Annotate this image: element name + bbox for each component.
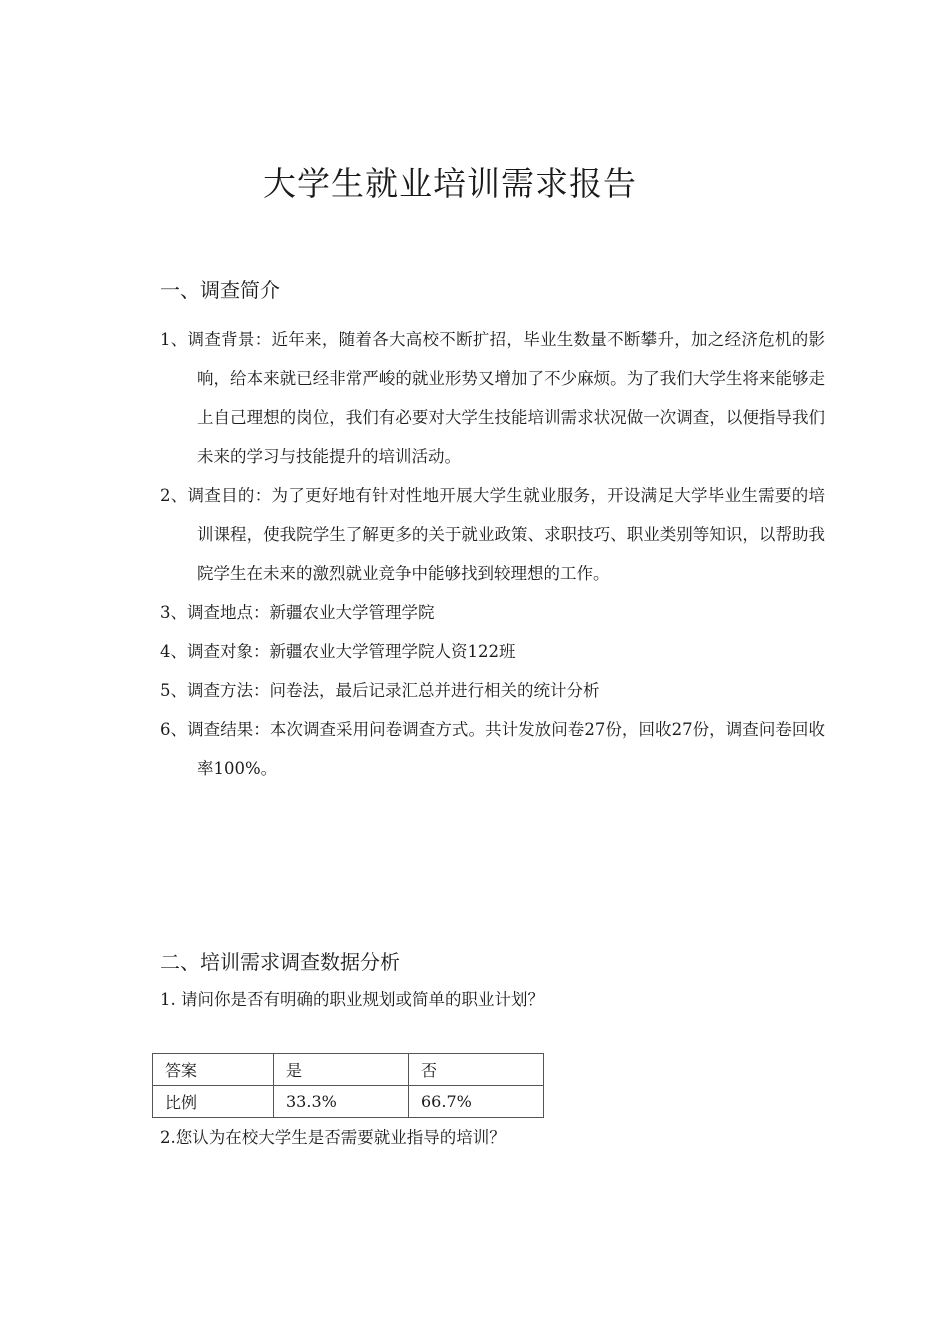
answer-table-1 (152, 1053, 544, 1118)
table-cell: 33.3% (274, 1086, 409, 1118)
table-cell: 是 (274, 1054, 409, 1086)
intro-item-result: 6、调查结果：本次调查采用问卷调查方式。共计发放问卷27份，回收27份，调查问卷回收率100%。 (160, 720, 825, 778)
survey-intro-list (160, 320, 825, 788)
table-cell: 比例 (153, 1086, 274, 1118)
intro-item-background: 1、调查背景：近年来，随着各大高校不断扩招，毕业生数量不断攀升，加之经济危机的影响，给本来就已经非常严峻的就业形势又增加了不少麻烦。为了我们大学生将来能够走上自己理想的岗位，我们有必要对大学生技能培训需求状况做一次调查，以便指导我们未来的学习与技能提升的培训活动。 (160, 330, 825, 466)
table-cell: 否 (409, 1054, 544, 1086)
table-cell: 答案 (153, 1054, 274, 1086)
table-row (153, 1086, 544, 1118)
question-2: 2.您认为在校大学生是否需要就业指导的培训？ (160, 1128, 506, 1147)
intro-item-method: 5、调查方法：问卷法，最后记录汇总并进行相关的统计分析 (160, 681, 600, 700)
section-heading-data-analysis: 二、培训需求调查数据分析 (160, 950, 400, 974)
intro-item-purpose: 2、调查目的：为了更好地有针对性地开展大学生就业服务，开设满足大学毕业生需要的培训课程，使我院学生了解更多的关于就业政策、求职技巧、职业类别等知识，以帮助我院学生在未来的激烈就业竞争中能够找到较理想的工作。 (160, 486, 825, 583)
intro-item-location: 3、调查地点：新疆农业大学管理学院 (160, 603, 435, 622)
table-cell: 66.7% (409, 1086, 544, 1118)
intro-item-subjects: 4、调查对象：新疆农业大学管理学院人资122班 (160, 642, 516, 661)
table-row (153, 1054, 544, 1086)
document-title: 大学生就业培训需求报告 (263, 164, 637, 203)
section-heading-survey-intro: 一、调查简介 (160, 278, 280, 302)
question-1: 1. 请问你是否有明确的职业规划或简单的职业计划？ (160, 990, 544, 1009)
